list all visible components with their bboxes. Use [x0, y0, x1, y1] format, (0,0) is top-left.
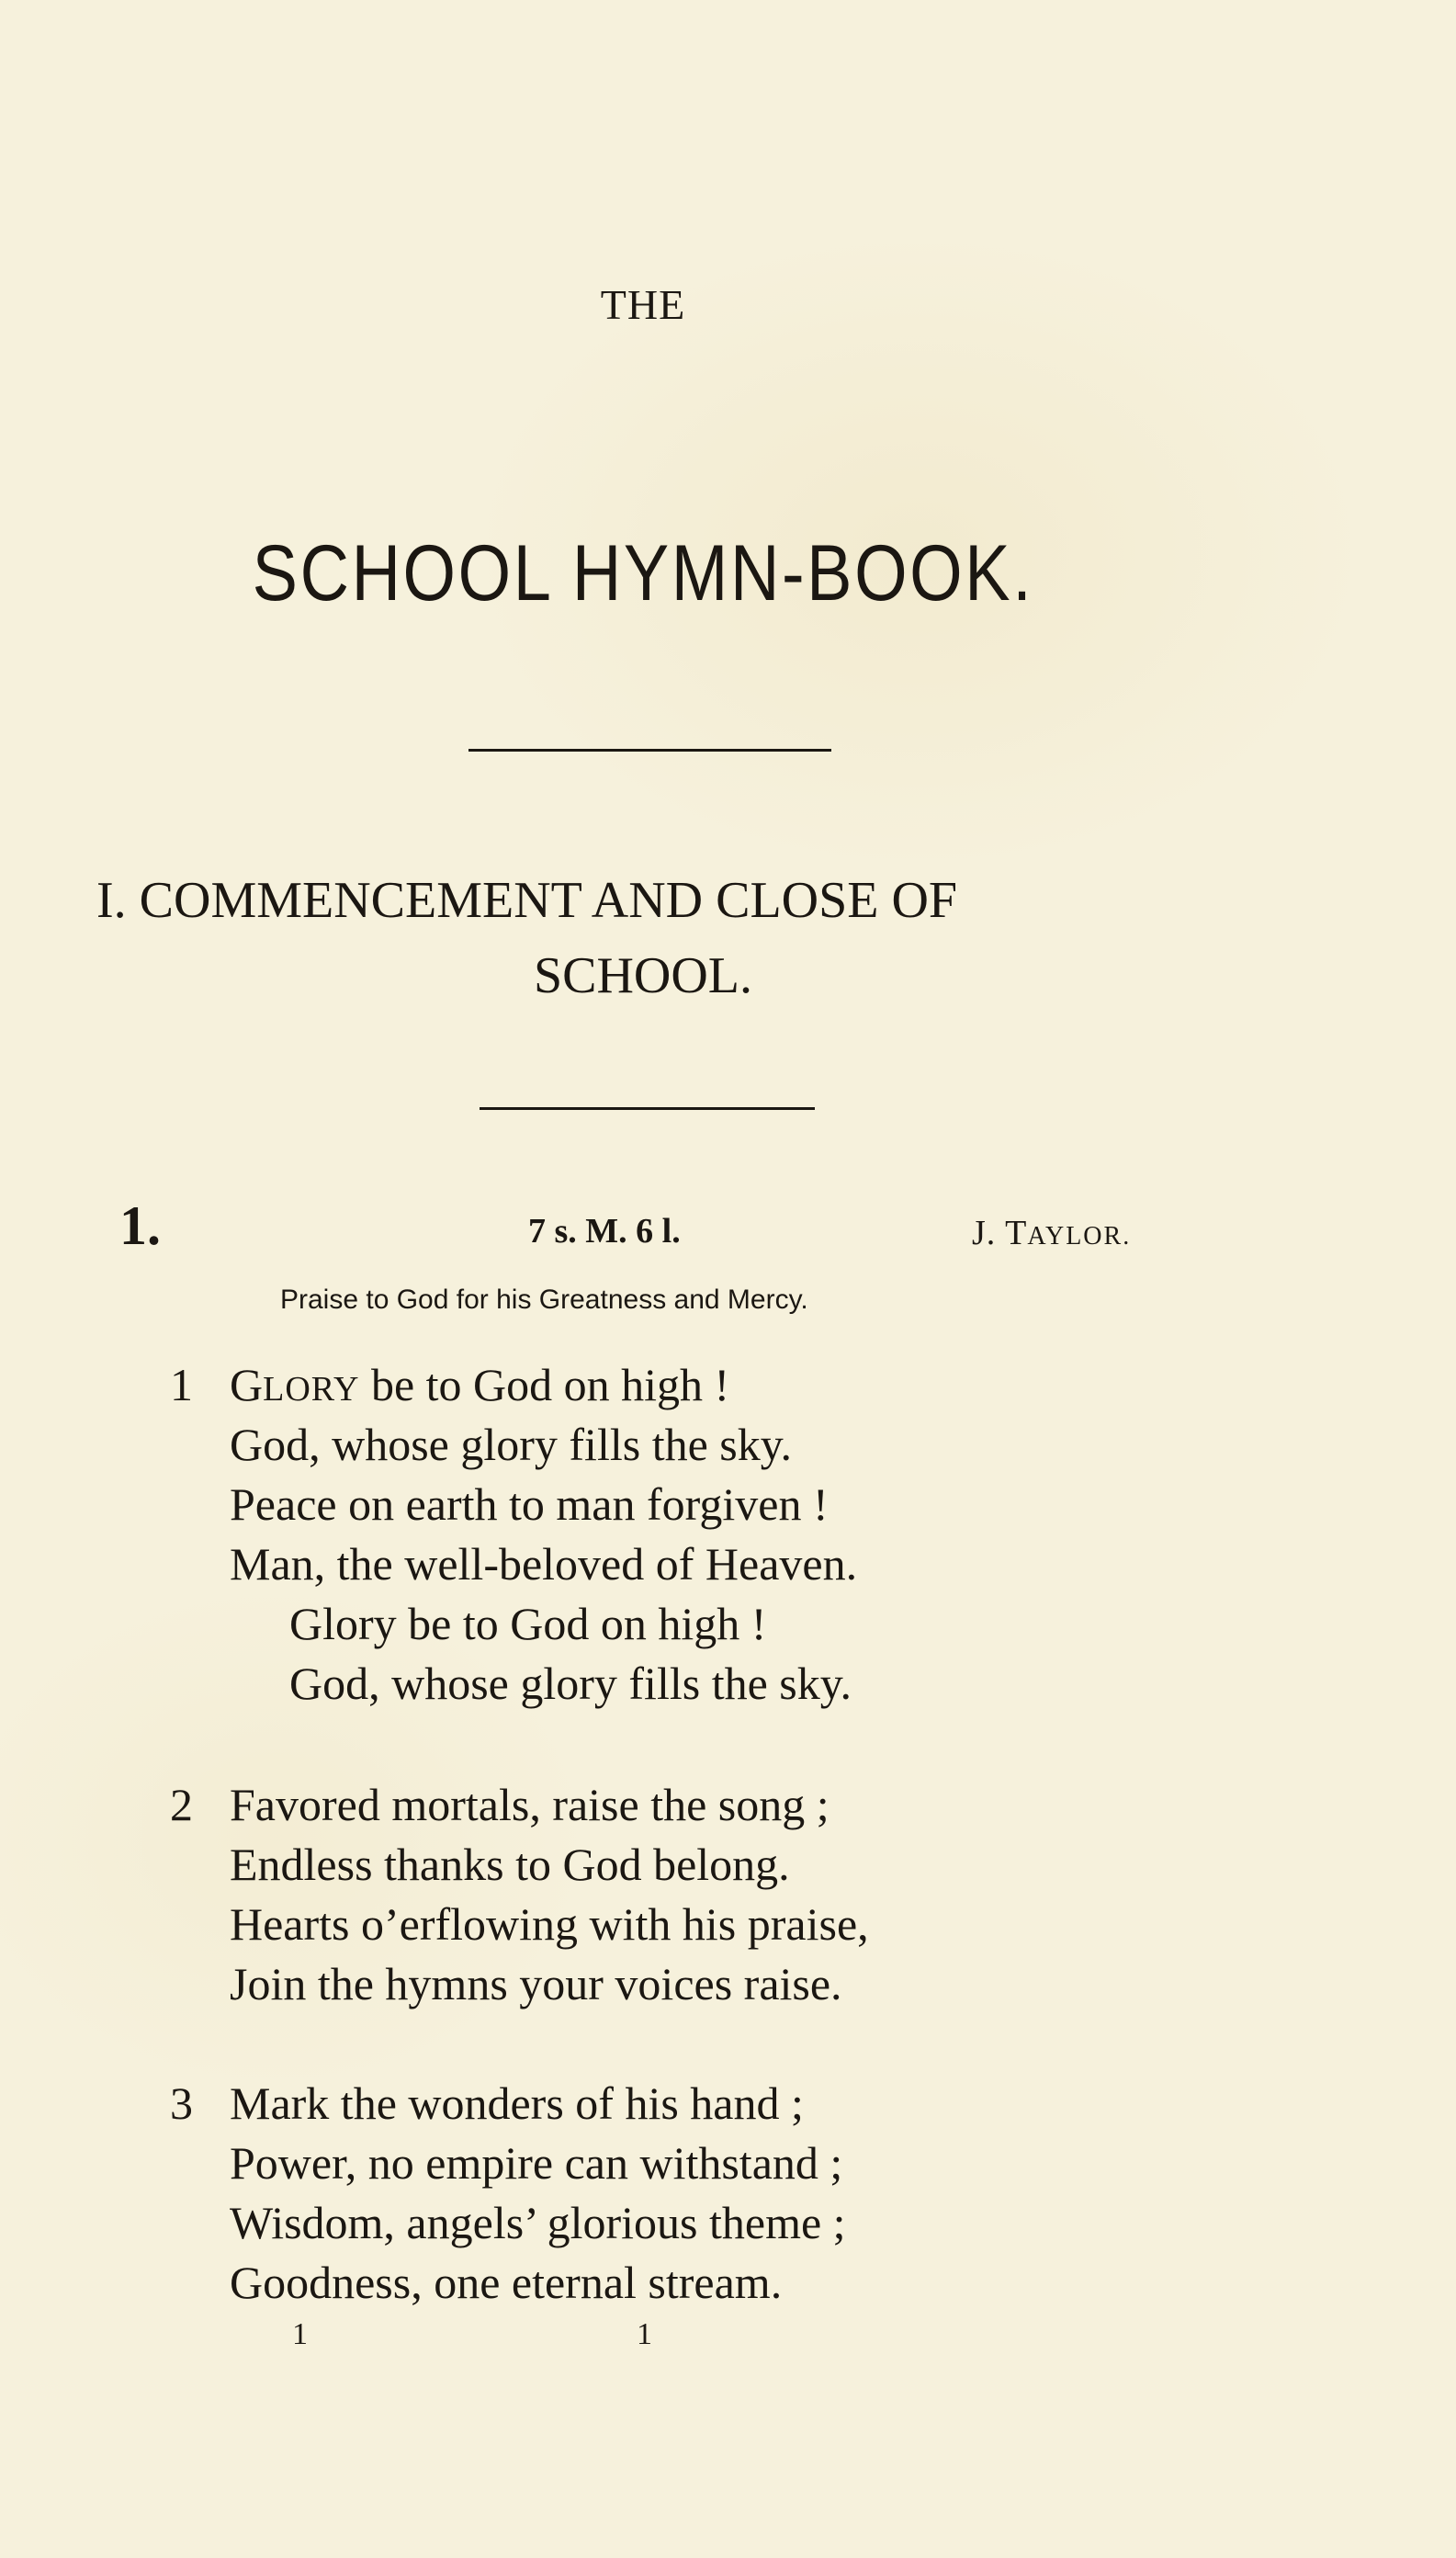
verse-first-initial: G [230, 1359, 264, 1410]
hymn-meter: 7 s. M. 6 l. [528, 1212, 681, 1251]
verse-line: Man, the well-beloved of Heaven. [230, 1538, 858, 1590]
verse-line: Mark the wonders of his hand ; [230, 2077, 804, 2129]
verse-line: Goodness, one eternal stream. [230, 2257, 783, 2308]
title-divider [468, 749, 831, 752]
hymn-author-rest: AYLOR. [1027, 1222, 1132, 1251]
verse-line: Wisdom, angels’ glorious theme ; [230, 2197, 846, 2248]
verse-line: Glory be to God on high ! [289, 1598, 767, 1649]
verse-line: Power, no empire can withstand ; [230, 2137, 843, 2189]
verse-number: 1 [170, 1359, 193, 1410]
verse-first-rest: LORY [263, 1370, 360, 1409]
verse-line: Hearts o’erflowing with his praise, [230, 1898, 869, 1950]
section-heading-line-2: SCHOOL. [533, 947, 753, 1004]
verse-line [230, 1358, 729, 1411]
book-title: SCHOOL HYMN-BOOK. [252, 529, 1034, 617]
hymn-number: 1. [119, 1195, 161, 1256]
hymn-author [972, 1213, 1131, 1253]
hymn-author-initial: J. T [972, 1214, 1028, 1252]
verse-line: Join the hymns your voices raise. [230, 1958, 842, 2009]
verse-line: Endless thanks to God belong. [230, 1839, 790, 1890]
signature-mark-left: 1 [292, 2317, 308, 2351]
verse-line: Peace on earth to man forgiven ! [230, 1478, 829, 1530]
verse-line: Favored mortals, raise the song ; [230, 1779, 830, 1830]
section-heading-line-1: I. COMMENCEMENT AND CLOSE OF [96, 872, 958, 929]
verse-number: 2 [170, 1779, 193, 1830]
signature-mark-right: 1 [637, 2317, 652, 2351]
verse-line: God, whose glory fills the sky. [289, 1658, 852, 1709]
verse-line-text: be to God on high ! [359, 1359, 730, 1410]
section-divider [480, 1107, 815, 1110]
hymn-subtitle: Praise to God for his Greatness and Mercy. [280, 1285, 808, 1315]
verse-line: God, whose glory fills the sky. [230, 1419, 792, 1470]
verse-number: 3 [170, 2077, 193, 2129]
title-article: THE [600, 281, 686, 328]
